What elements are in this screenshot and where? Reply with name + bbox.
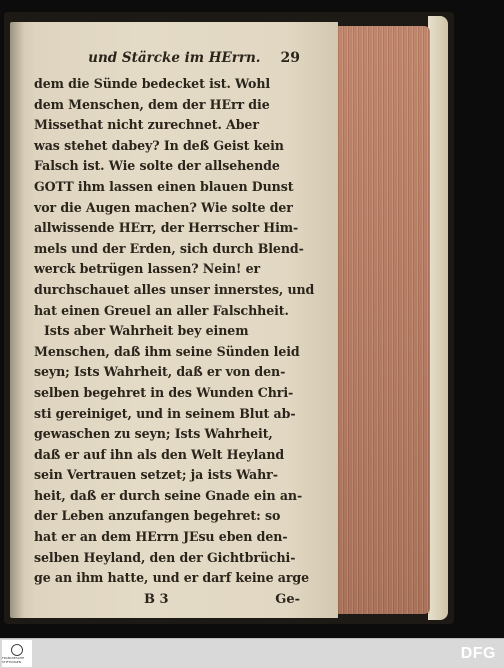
text-line: heit, daß er durch seine Gnade ein an-	[34, 487, 303, 503]
institution-logo[interactable]	[2, 640, 32, 667]
text-line: vor die Augen machen? Wie solte der	[34, 199, 293, 215]
text-line: seyn; Ists Wahrheit, daß er von den-	[34, 364, 286, 380]
crest-icon	[11, 644, 23, 656]
text-line: was stehet dabey? In deß Geist kein	[34, 137, 284, 153]
signature-line	[34, 589, 300, 611]
book-page	[10, 22, 338, 618]
text-line: dem Menschen, dem der HErr die	[34, 96, 270, 112]
text-line: selben Heyland, den der Gichtbrüchi-	[34, 549, 296, 565]
viewer-footer	[0, 638, 504, 668]
text-line: sein Vertrauen setzet; ja ists Wahr-	[34, 467, 278, 483]
text-line: allwissende HErr, der Herrscher Him-	[34, 220, 299, 236]
running-head-title: und Stärcke im HErrn.	[88, 50, 261, 66]
text-line: mels und der Erden, sich durch Blend-	[34, 240, 304, 256]
text-line: der Leben anzufangen begehret: so	[34, 508, 281, 524]
text-line: Falsch ist. Wie solte der allsehende	[34, 158, 280, 174]
text-line: hat einen Greuel an aller Falschheit.	[34, 302, 289, 318]
text-block	[34, 50, 315, 611]
text-line: daß er auf ihn als den Welt Heyland	[34, 446, 285, 462]
text-line: dem die Sünde bedecket ist. Wohl	[34, 76, 271, 91]
text-line: GOTT ihm lassen einen blauen Dunst	[34, 178, 294, 194]
logo-text: FRANCKESCHE STIFTUNGEN	[2, 655, 25, 664]
text-line: hat er an dem HErrn JEsu eben den-	[34, 529, 288, 545]
page-number: 29	[280, 50, 300, 66]
text-line: sti gereiniget, und in seinem Blut ab-	[34, 405, 296, 421]
catchword: Ge-	[275, 591, 300, 607]
book-cover-edge	[428, 16, 448, 620]
text-line: Ists aber Wahrheit bey einem	[44, 323, 249, 339]
page-block-edge	[336, 26, 430, 614]
text-line: werck betrügen lassen? Nein! er	[34, 261, 261, 277]
text-line: ge an ihm hatte, und er darf keine arge	[34, 570, 310, 586]
text-line: gewaschen zu seyn; Ists Wahrheit,	[34, 426, 273, 442]
text-line: Missethat nicht zurechnet. Aber	[34, 117, 259, 133]
signature-mark: B 3	[144, 591, 169, 607]
dfg-logo[interactable]: DFG	[460, 644, 496, 662]
text-line: durchschauet alles unser innerstes, und	[34, 281, 315, 297]
text-line: Menschen, daß ihm seine Sünden leid	[34, 343, 300, 359]
page-spine-shadow	[10, 22, 24, 618]
text-line: selben begehret in des Wunden Chri-	[34, 384, 294, 400]
running-head	[34, 50, 300, 74]
